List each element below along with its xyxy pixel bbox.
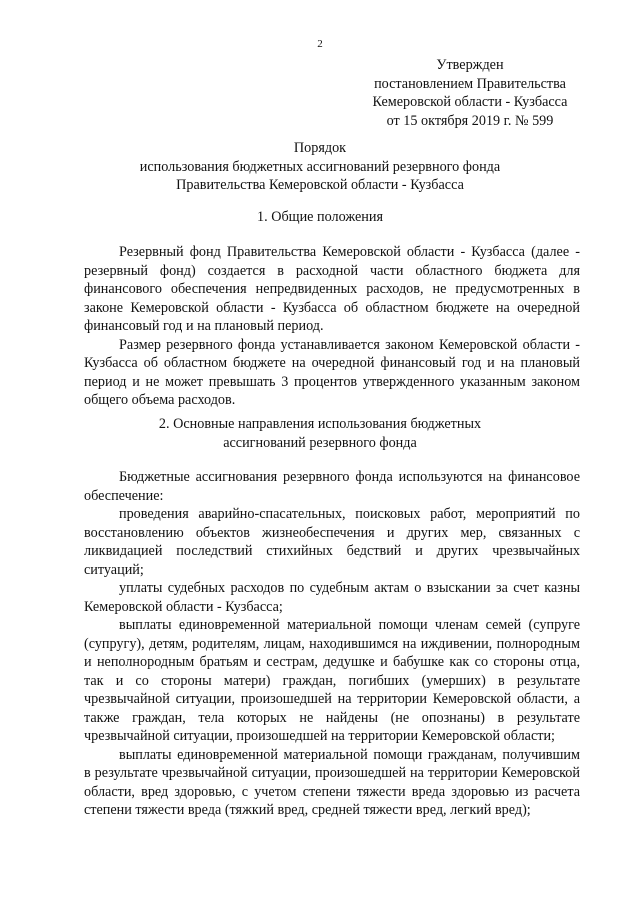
- paragraph: выплаты единовременной материальной помощи гражданам, получившим в результате чрезвычайной ситуации, произошедшей на территории Кемеровской области, вред здоровью, с учетом степени тяжести вреда здоровью из расчета степени тяжести вреда (тяжкий вред, средней тяжести вред, легкий вред);: [84, 746, 580, 818]
- approval-line-2: постановлением Правительства: [374, 75, 566, 92]
- section-2-body: [84, 468, 580, 820]
- paragraph: уплаты судебных расходов по судебным актам о взыскании за счет казны Кемеровской области - Кузбасса;: [84, 580, 580, 615]
- approval-line-1: Утвержден: [436, 57, 504, 73]
- paragraph: Размер резервного фонда устанавливается законом Кемеровской области - Кузбасса об областном бюджете на очередной финансовый год и на плановый период и не может превышать 3 процентов утвержденного указанным законом общего объема расходов.: [84, 336, 580, 408]
- page-number: 2: [317, 38, 323, 50]
- approval-line-4: от 15 октября 2019 г. № 599: [386, 112, 554, 129]
- document-title: [0, 139, 640, 195]
- approval-line-3: Кемеровской области - Кузбасса: [372, 94, 568, 110]
- section-2-heading-line-2: ассигнований резервного фонда: [223, 434, 417, 451]
- title-line-2: использования бюджетных ассигнований резервного фонда: [139, 158, 501, 175]
- approval-stamp: [355, 56, 585, 130]
- title-line-1: Порядок: [293, 140, 347, 156]
- paragraph: выплаты единовременной материальной помощи членам семей (супруге (супругу), детям, родителям, лицам, находившимся на иждивении, полнородным и неполнородным братьям и сестрам, дедушке и бабушке как со стороны отца, так и со стороны матери) граждан, погибших (умерших) в результате чрезвычайной ситуации, произошедшей на территории Кемеровской области, а также граждан, тела которых не найдены (не опознаны) в результате чрезвычайной ситуации, произошедшей на территории Кемеровской области;: [84, 617, 580, 744]
- title-line-3: Правительства Кемеровской области - Кузбасса: [176, 177, 464, 193]
- section-1-heading: [0, 208, 640, 227]
- section-1-heading-text: 1. Общие положения: [257, 209, 383, 225]
- section-1-body: [84, 243, 580, 410]
- paragraph: Резервный фонд Правительства Кемеровской области - Кузбасса (далее - резервный фонд) создается в расходной части областного бюджета для финансового обеспечения непредвиденных расходов, не предусмотренных в законе Кемеровской области - Кузбасса об областном бюджете на очередной финансовый год и на плановый период.: [84, 244, 580, 334]
- section-2-heading-line-1: 2. Основные направления использования бюджетных: [158, 416, 482, 432]
- paragraph: Бюджетные ассигнования резервного фонда используются на финансовое обеспечение:: [84, 469, 580, 504]
- section-2-heading: [0, 415, 640, 452]
- paragraph: проведения аварийно-спасательных, поисковых работ, мероприятий по восстановлению объектов жизнеобеспечения и других мер, связанных с ликвидацией последствий стихийных бедствий и других чрезвычайных ситуаций;: [84, 506, 580, 578]
